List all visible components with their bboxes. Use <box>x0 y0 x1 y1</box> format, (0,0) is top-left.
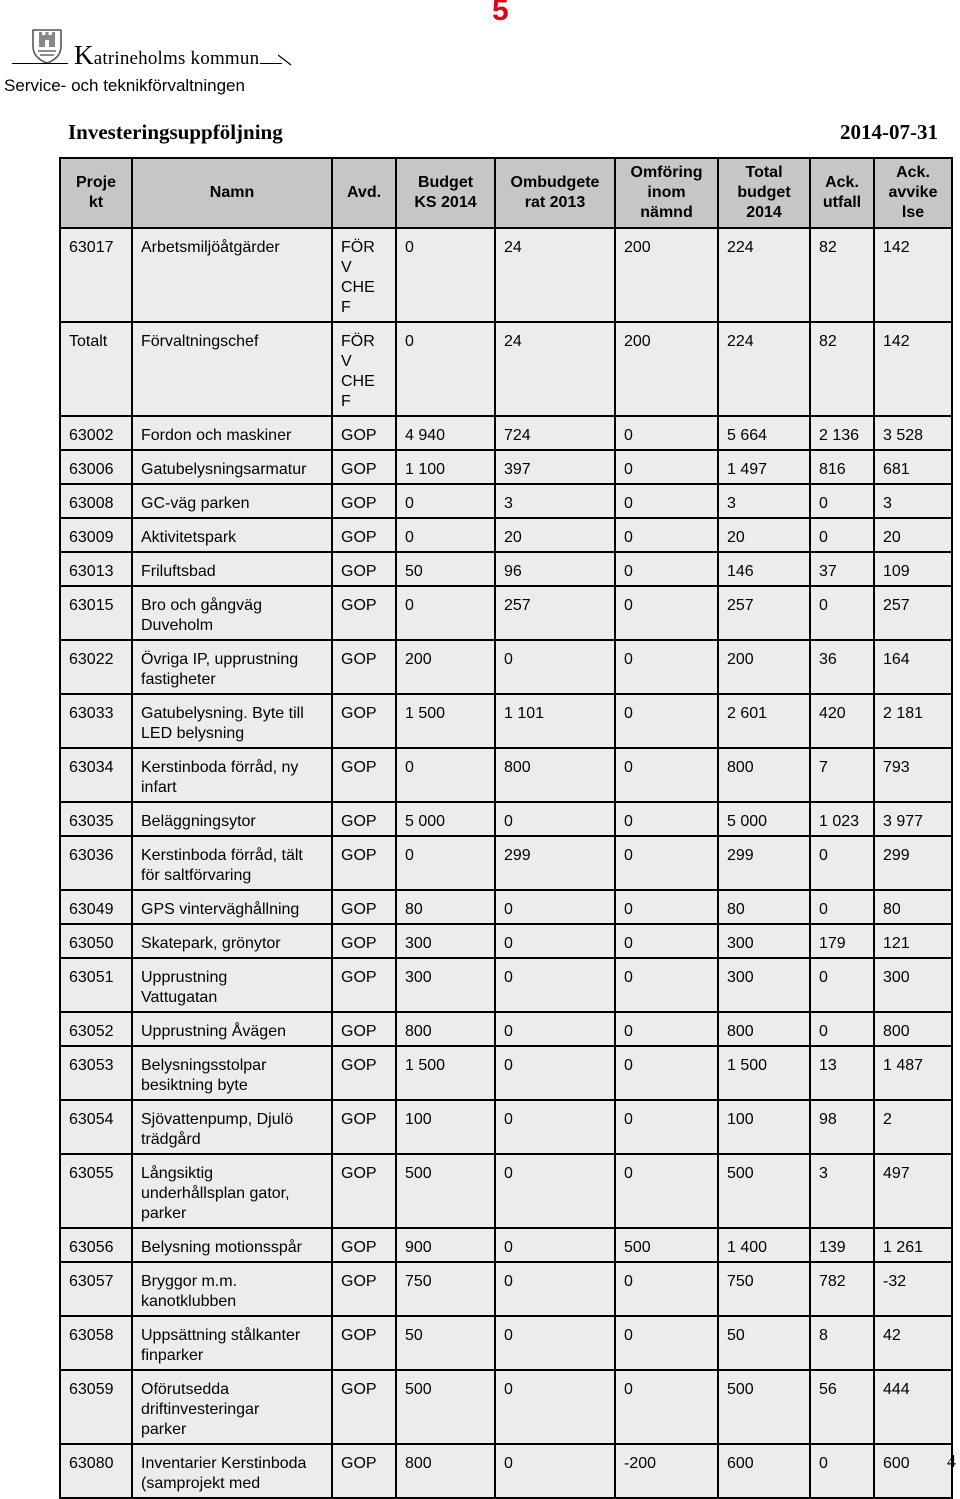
table-cell-budget-ks-2014: 4 940 <box>396 416 495 450</box>
table-cell-omforing-inom-namnd: 0 <box>615 586 718 640</box>
table-cell-budget-ks-2014: 80 <box>396 890 495 924</box>
table-cell-omforing-inom-namnd: 0 <box>615 748 718 802</box>
table-cell-namn: Bryggor m.m. kanotklubben <box>132 1262 332 1316</box>
table-cell-budget-ks-2014: 300 <box>396 958 495 1012</box>
table-cell-ack-utfall: 1 023 <box>810 802 874 836</box>
table-row <box>60 958 952 1012</box>
table-cell-avd: GOP <box>332 1370 396 1444</box>
table-cell-avd: GOP <box>332 1046 396 1100</box>
table-row <box>60 1012 952 1046</box>
table-row <box>60 552 952 586</box>
table-cell-omforing-inom-namnd: -200 <box>615 1444 718 1498</box>
table-row <box>60 518 952 552</box>
table-cell-namn: Gatubelysningsarmatur <box>132 450 332 484</box>
table-row <box>60 450 952 484</box>
table-cell-projekt: 63058 <box>60 1316 132 1370</box>
table-cell-projekt: 63052 <box>60 1012 132 1046</box>
table-cell-ombudgeterat-2013: 3 <box>495 484 615 518</box>
table-cell-budget-ks-2014: 0 <box>396 518 495 552</box>
table-cell-omforing-inom-namnd: 500 <box>615 1228 718 1262</box>
table-cell-namn: Belysningsstolpar besiktning byte <box>132 1046 332 1100</box>
table-cell-projekt: 63013 <box>60 552 132 586</box>
table-cell-avd: GOP <box>332 924 396 958</box>
table-cell-ack-avvikelse: 793 <box>874 748 952 802</box>
table-cell-ack-avvikelse: 164 <box>874 640 952 694</box>
table-row <box>60 586 952 640</box>
table-cell-omforing-inom-namnd: 0 <box>615 518 718 552</box>
table-row <box>60 802 952 836</box>
table-cell-avd: GOP <box>332 802 396 836</box>
table-cell-namn: Upprustning Vattugatan <box>132 958 332 1012</box>
table-cell-avd: GOP <box>332 1100 396 1154</box>
table-cell-ombudgeterat-2013: 800 <box>495 748 615 802</box>
table-cell-omforing-inom-namnd: 0 <box>615 416 718 450</box>
table-cell-ack-utfall: 0 <box>810 1012 874 1046</box>
table-cell-ack-avvikelse: 20 <box>874 518 952 552</box>
table-cell-projekt: 63051 <box>60 958 132 1012</box>
table-cell-budget-ks-2014: 0 <box>396 484 495 518</box>
table-cell-omforing-inom-namnd: 0 <box>615 1316 718 1370</box>
table-cell-avd: GOP <box>332 416 396 450</box>
table-cell-projekt: 63017 <box>60 228 132 322</box>
table-cell-projekt: 63009 <box>60 518 132 552</box>
page-number-bottom: 4 <box>947 1451 956 1471</box>
table-cell-ack-utfall: 816 <box>810 450 874 484</box>
table-cell-omforing-inom-namnd: 0 <box>615 694 718 748</box>
table-cell-total-budget-2014: 224 <box>718 228 810 322</box>
table-cell-avd: GOP <box>332 552 396 586</box>
table-cell-ombudgeterat-2013: 24 <box>495 228 615 322</box>
table-cell-ack-utfall: 139 <box>810 1228 874 1262</box>
table-cell-ack-avvikelse: 299 <box>874 836 952 890</box>
table-cell-namn: Uppsättning stålkanter finparker <box>132 1316 332 1370</box>
table-row <box>60 836 952 890</box>
table-cell-ack-avvikelse: 257 <box>874 586 952 640</box>
municipality-logo <box>6 26 306 68</box>
table-body <box>60 228 952 1498</box>
table-cell-ack-utfall: 82 <box>810 322 874 416</box>
column-header-total-budget-2014: Total budget 2014 <box>718 158 810 228</box>
table-cell-total-budget-2014: 257 <box>718 586 810 640</box>
table-cell-budget-ks-2014: 1 500 <box>396 1046 495 1100</box>
table-cell-ack-avvikelse: 497 <box>874 1154 952 1228</box>
table-cell-namn: Gatubelysning. Byte till LED belysning <box>132 694 332 748</box>
table-cell-avd: GOP <box>332 1012 396 1046</box>
logo-text: Katrineholms kommun <box>74 40 260 70</box>
table-cell-total-budget-2014: 3 <box>718 484 810 518</box>
table-cell-omforing-inom-namnd: 200 <box>615 228 718 322</box>
table-cell-avd: GOP <box>332 640 396 694</box>
table-cell-namn: Kerstinboda förråd, ny infart <box>132 748 332 802</box>
table-cell-ombudgeterat-2013: 0 <box>495 640 615 694</box>
table-cell-avd: FÖR V CHE F <box>332 322 396 416</box>
table-cell-namn: Skatepark, grönytor <box>132 924 332 958</box>
table-cell-budget-ks-2014: 0 <box>396 586 495 640</box>
table-cell-total-budget-2014: 800 <box>718 1012 810 1046</box>
table-cell-ack-avvikelse: 444 <box>874 1370 952 1444</box>
table-cell-total-budget-2014: 224 <box>718 322 810 416</box>
table-cell-total-budget-2014: 200 <box>718 640 810 694</box>
table-cell-ack-avvikelse: 1 261 <box>874 1228 952 1262</box>
table-cell-omforing-inom-namnd: 0 <box>615 958 718 1012</box>
table-cell-avd: GOP <box>332 1316 396 1370</box>
table-cell-omforing-inom-namnd: 0 <box>615 450 718 484</box>
table-cell-total-budget-2014: 600 <box>718 1444 810 1498</box>
table-cell-ack-avvikelse: 300 <box>874 958 952 1012</box>
table-cell-ack-utfall: 37 <box>810 552 874 586</box>
column-header-ack-avvikelse: Ack. avvike lse <box>874 158 952 228</box>
department-name: Service- och teknikförvaltningen <box>4 76 245 95</box>
table-cell-ack-utfall: 179 <box>810 924 874 958</box>
table-cell-namn: Övriga IP, upprustning fastigheter <box>132 640 332 694</box>
table-cell-budget-ks-2014: 0 <box>396 836 495 890</box>
table-cell-total-budget-2014: 300 <box>718 958 810 1012</box>
table-cell-total-budget-2014: 750 <box>718 1262 810 1316</box>
table-cell-ack-utfall: 82 <box>810 228 874 322</box>
table-cell-omforing-inom-namnd: 0 <box>615 890 718 924</box>
table-cell-namn: Belysning motionsspår <box>132 1228 332 1262</box>
table-cell-ombudgeterat-2013: 0 <box>495 1262 615 1316</box>
table-cell-ack-utfall: 36 <box>810 640 874 694</box>
table-cell-ack-utfall: 782 <box>810 1262 874 1316</box>
table-cell-projekt: 63008 <box>60 484 132 518</box>
table-cell-total-budget-2014: 800 <box>718 748 810 802</box>
table-cell-ombudgeterat-2013: 299 <box>495 836 615 890</box>
table-cell-avd: GOP <box>332 518 396 552</box>
table-cell-avd: GOP <box>332 1228 396 1262</box>
table-cell-budget-ks-2014: 750 <box>396 1262 495 1316</box>
table-cell-projekt: 63057 <box>60 1262 132 1316</box>
table-cell-ack-utfall: 0 <box>810 586 874 640</box>
table-cell-ombudgeterat-2013: 0 <box>495 958 615 1012</box>
table-cell-avd: GOP <box>332 694 396 748</box>
page-number-top: 5 <box>492 0 509 27</box>
table-cell-ombudgeterat-2013: 0 <box>495 1370 615 1444</box>
table-cell-budget-ks-2014: 500 <box>396 1154 495 1228</box>
table-cell-total-budget-2014: 500 <box>718 1154 810 1228</box>
table-row <box>60 1100 952 1154</box>
column-header-namn: Namn <box>132 158 332 228</box>
column-header-omforing-inom-namnd: Omföring inom nämnd <box>615 158 718 228</box>
table-cell-ack-utfall: 98 <box>810 1100 874 1154</box>
table-cell-projekt: 63055 <box>60 1154 132 1228</box>
table-cell-budget-ks-2014: 0 <box>396 748 495 802</box>
table-cell-total-budget-2014: 1 500 <box>718 1046 810 1100</box>
table-cell-ack-utfall: 7 <box>810 748 874 802</box>
table-cell-ack-avvikelse: 142 <box>874 228 952 322</box>
table-cell-omforing-inom-namnd: 0 <box>615 1100 718 1154</box>
table-cell-projekt: 63054 <box>60 1100 132 1154</box>
table-cell-total-budget-2014: 100 <box>718 1100 810 1154</box>
table-cell-ack-utfall: 420 <box>810 694 874 748</box>
table-row <box>60 1046 952 1100</box>
table-cell-ombudgeterat-2013: 0 <box>495 1046 615 1100</box>
table-cell-ombudgeterat-2013: 0 <box>495 1100 615 1154</box>
table-cell-ombudgeterat-2013: 0 <box>495 1316 615 1370</box>
table-cell-projekt: 63050 <box>60 924 132 958</box>
table-cell-budget-ks-2014: 900 <box>396 1228 495 1262</box>
table-cell-ack-avvikelse: 681 <box>874 450 952 484</box>
table-cell-omforing-inom-namnd: 0 <box>615 484 718 518</box>
table-cell-namn: Bro och gångväg Duveholm <box>132 586 332 640</box>
table-cell-ack-utfall: 13 <box>810 1046 874 1100</box>
table-cell-total-budget-2014: 1 400 <box>718 1228 810 1262</box>
table-cell-omforing-inom-namnd: 0 <box>615 552 718 586</box>
table-cell-ack-avvikelse: 3 977 <box>874 802 952 836</box>
table-cell-ack-avvikelse: 1 487 <box>874 1046 952 1100</box>
table-cell-ack-avvikelse: 2 181 <box>874 694 952 748</box>
table-cell-budget-ks-2014: 800 <box>396 1444 495 1498</box>
table-row <box>60 1154 952 1228</box>
table-cell-ombudgeterat-2013: 0 <box>495 1154 615 1228</box>
table-cell-omforing-inom-namnd: 0 <box>615 1046 718 1100</box>
table-cell-budget-ks-2014: 50 <box>396 552 495 586</box>
table-cell-ombudgeterat-2013: 397 <box>495 450 615 484</box>
table-cell-projekt: 63015 <box>60 586 132 640</box>
column-header-ack-utfall: Ack. utfall <box>810 158 874 228</box>
table-cell-avd: GOP <box>332 836 396 890</box>
table-cell-namn: Upprustning Åvägen <box>132 1012 332 1046</box>
table-cell-budget-ks-2014: 200 <box>396 640 495 694</box>
table-row <box>60 1370 952 1444</box>
table-cell-projekt: 63056 <box>60 1228 132 1262</box>
table-row <box>60 694 952 748</box>
table-cell-projekt: 63033 <box>60 694 132 748</box>
column-header-ombudgeterat-2013: Ombudgete rat 2013 <box>495 158 615 228</box>
table-cell-total-budget-2014: 299 <box>718 836 810 890</box>
table-cell-ack-utfall: 0 <box>810 958 874 1012</box>
table-cell-ack-avvikelse: -32 <box>874 1262 952 1316</box>
table-cell-ack-avvikelse: 109 <box>874 552 952 586</box>
table-cell-ack-avvikelse: 142 <box>874 322 952 416</box>
table-cell-namn: Oförutsedda driftinvesteringar parker <box>132 1370 332 1444</box>
table-cell-namn: Sjövattenpump, Djulö trädgård <box>132 1100 332 1154</box>
table-cell-ombudgeterat-2013: 0 <box>495 1012 615 1046</box>
table-cell-total-budget-2014: 50 <box>718 1316 810 1370</box>
table-cell-ack-avvikelse: 800 <box>874 1012 952 1046</box>
table-cell-projekt: 63059 <box>60 1370 132 1444</box>
table-cell-budget-ks-2014: 300 <box>396 924 495 958</box>
table-cell-total-budget-2014: 1 497 <box>718 450 810 484</box>
table-cell-avd: GOP <box>332 748 396 802</box>
table-cell-namn: Långsiktig underhållsplan gator, parker <box>132 1154 332 1228</box>
document-date: 2014-07-31 <box>840 120 938 144</box>
table-cell-namn: Arbetsmiljöåtgärder <box>132 228 332 322</box>
table-cell-ack-utfall: 2 136 <box>810 416 874 450</box>
table-row <box>60 416 952 450</box>
table-cell-omforing-inom-namnd: 200 <box>615 322 718 416</box>
table-header-row <box>60 158 952 228</box>
table-row <box>60 890 952 924</box>
table-cell-projekt: 63002 <box>60 416 132 450</box>
logo-swash-icon <box>278 54 292 66</box>
table-cell-avd: FÖR V CHE F <box>332 228 396 322</box>
table-cell-ombudgeterat-2013: 0 <box>495 1228 615 1262</box>
table-cell-total-budget-2014: 500 <box>718 1370 810 1444</box>
table-cell-omforing-inom-namnd: 0 <box>615 836 718 890</box>
table-cell-projekt: 63080 <box>60 1444 132 1498</box>
table-cell-budget-ks-2014: 1 100 <box>396 450 495 484</box>
table-cell-ombudgeterat-2013: 20 <box>495 518 615 552</box>
table-row <box>60 1444 952 1498</box>
table-cell-avd: GOP <box>332 958 396 1012</box>
table-cell-namn: Friluftsbad <box>132 552 332 586</box>
table-cell-ack-utfall: 3 <box>810 1154 874 1228</box>
table-cell-avd: GOP <box>332 484 396 518</box>
table-cell-omforing-inom-namnd: 0 <box>615 1370 718 1444</box>
table-cell-ack-utfall: 0 <box>810 518 874 552</box>
table-cell-namn: Inventarier Kerstinboda (samprojekt med <box>132 1444 332 1498</box>
table-cell-ombudgeterat-2013: 257 <box>495 586 615 640</box>
table-cell-avd: GOP <box>332 1262 396 1316</box>
table-cell-projekt: 63053 <box>60 1046 132 1100</box>
table-cell-budget-ks-2014: 800 <box>396 1012 495 1046</box>
column-header-avd: Avd. <box>332 158 396 228</box>
table-cell-ack-avvikelse: 3 <box>874 484 952 518</box>
table-cell-ack-utfall: 0 <box>810 836 874 890</box>
table-cell-avd: GOP <box>332 586 396 640</box>
table-cell-total-budget-2014: 5 664 <box>718 416 810 450</box>
table-cell-namn: GPS vinterväghållning <box>132 890 332 924</box>
table-cell-namn: Aktivitetspark <box>132 518 332 552</box>
table-row <box>60 1228 952 1262</box>
table-cell-ack-avvikelse: 42 <box>874 1316 952 1370</box>
table-cell-projekt: Totalt <box>60 322 132 416</box>
table-row <box>60 748 952 802</box>
table-cell-namn: Beläggningsytor <box>132 802 332 836</box>
table-cell-namn: Förvaltningschef <box>132 322 332 416</box>
crest-icon <box>30 26 64 64</box>
table-cell-ack-utfall: 56 <box>810 1370 874 1444</box>
table-cell-total-budget-2014: 20 <box>718 518 810 552</box>
table-cell-omforing-inom-namnd: 0 <box>615 1154 718 1228</box>
table-row <box>60 484 952 518</box>
column-header-budget-ks-2014: Budget KS 2014 <box>396 158 495 228</box>
table-cell-ack-avvikelse: 121 <box>874 924 952 958</box>
table-cell-ack-utfall: 0 <box>810 484 874 518</box>
table-cell-projekt: 63049 <box>60 890 132 924</box>
table-cell-namn: Fordon och maskiner <box>132 416 332 450</box>
table-cell-ombudgeterat-2013: 0 <box>495 890 615 924</box>
table-cell-ack-avvikelse: 3 528 <box>874 416 952 450</box>
table-cell-omforing-inom-namnd: 0 <box>615 640 718 694</box>
table-cell-ombudgeterat-2013: 0 <box>495 1444 615 1498</box>
table-cell-projekt: 63034 <box>60 748 132 802</box>
table-cell-ack-utfall: 0 <box>810 1444 874 1498</box>
table-cell-avd: GOP <box>332 1444 396 1498</box>
table-row <box>60 924 952 958</box>
table-cell-total-budget-2014: 5 000 <box>718 802 810 836</box>
table-cell-budget-ks-2014: 500 <box>396 1370 495 1444</box>
table-cell-budget-ks-2014: 1 500 <box>396 694 495 748</box>
table-cell-avd: GOP <box>332 1154 396 1228</box>
table-cell-budget-ks-2014: 5 000 <box>396 802 495 836</box>
table-cell-total-budget-2014: 80 <box>718 890 810 924</box>
table-cell-ombudgeterat-2013: 24 <box>495 322 615 416</box>
table-cell-ombudgeterat-2013: 96 <box>495 552 615 586</box>
table-cell-avd: GOP <box>332 890 396 924</box>
table-cell-total-budget-2014: 146 <box>718 552 810 586</box>
table-cell-budget-ks-2014: 50 <box>396 1316 495 1370</box>
table-cell-ack-avvikelse: 2 <box>874 1100 952 1154</box>
table-cell-total-budget-2014: 2 601 <box>718 694 810 748</box>
table-cell-ack-utfall: 0 <box>810 890 874 924</box>
table-cell-omforing-inom-namnd: 0 <box>615 1262 718 1316</box>
investment-table <box>59 157 953 1499</box>
document-title: Investeringsuppföljning <box>68 120 283 144</box>
table-row <box>60 640 952 694</box>
table-cell-avd: GOP <box>332 450 396 484</box>
table-cell-ombudgeterat-2013: 1 101 <box>495 694 615 748</box>
table-cell-ack-avvikelse: 80 <box>874 890 952 924</box>
table-cell-budget-ks-2014: 0 <box>396 322 495 416</box>
table-cell-budget-ks-2014: 0 <box>396 228 495 322</box>
table-cell-projekt: 63022 <box>60 640 132 694</box>
table-row <box>60 1316 952 1370</box>
table-cell-budget-ks-2014: 100 <box>396 1100 495 1154</box>
table-cell-namn: Kerstinboda förråd, tält för saltförvaring <box>132 836 332 890</box>
table-cell-omforing-inom-namnd: 0 <box>615 924 718 958</box>
table-cell-ombudgeterat-2013: 724 <box>495 416 615 450</box>
table-cell-projekt: 63035 <box>60 802 132 836</box>
table-cell-projekt: 63006 <box>60 450 132 484</box>
table-row <box>60 322 952 416</box>
table-cell-namn: GC-väg parken <box>132 484 332 518</box>
table-row <box>60 228 952 322</box>
table-cell-ombudgeterat-2013: 0 <box>495 924 615 958</box>
table-cell-omforing-inom-namnd: 0 <box>615 1012 718 1046</box>
table-cell-ack-avvikelse: 600 <box>874 1444 952 1498</box>
table-row <box>60 1262 952 1316</box>
table-cell-ack-utfall: 8 <box>810 1316 874 1370</box>
table-cell-omforing-inom-namnd: 0 <box>615 802 718 836</box>
table-cell-ombudgeterat-2013: 0 <box>495 802 615 836</box>
table-cell-projekt: 63036 <box>60 836 132 890</box>
table-cell-total-budget-2014: 300 <box>718 924 810 958</box>
column-header-projekt: Proje kt <box>60 158 132 228</box>
